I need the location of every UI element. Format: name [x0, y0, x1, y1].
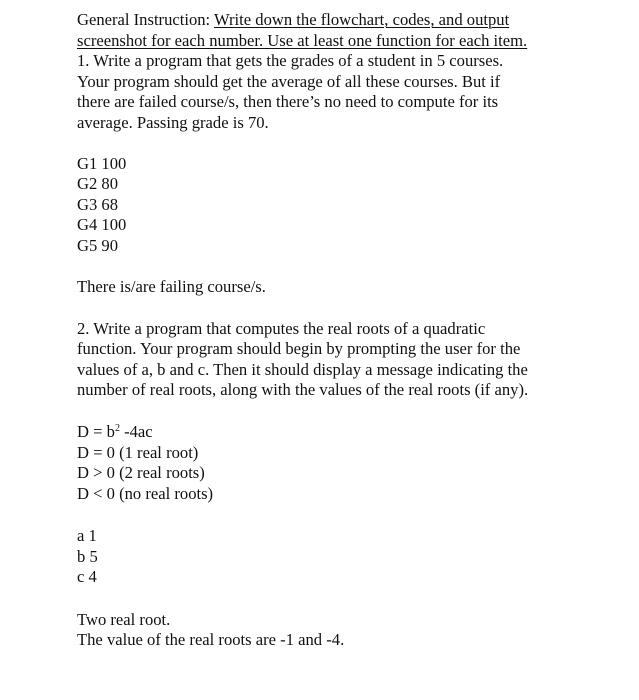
problem-1-line: 1. Write a program that gets the grades of a student in 5 courses.: [77, 51, 504, 70]
problem-1-output: There is/are failing course/s.: [77, 276, 266, 296]
discriminant-block: [77, 422, 597, 504]
problem-1-line: average. Passing grade is 70.: [77, 112, 269, 132]
grade-item: G3 68: [77, 194, 119, 214]
formula-exponent: 2: [114, 423, 120, 434]
output-line: Two real root.: [77, 609, 171, 629]
problem-2-text: [77, 319, 597, 401]
output-line: The value of the real roots are -1 and -4.: [77, 630, 345, 649]
discriminant-case: D = 0 (1 real root): [77, 442, 199, 462]
problem-1-text: [77, 51, 597, 133]
document-body: [77, 10, 597, 651]
problem-1-line: Your program should get the average of all these courses. But if: [77, 71, 501, 91]
formula-lhs: D = b: [77, 422, 115, 441]
problem-2-output: [77, 610, 597, 651]
grade-item: G5 90: [77, 235, 119, 255]
instruction-underlined-1: Write down the flowchart, codes, and output: [214, 10, 510, 29]
coefficient-item: c 4: [77, 567, 97, 586]
problem-2-line: values of a, b and c. Then it should display a message indicating the: [77, 359, 528, 379]
coefficient-item: a 1: [77, 526, 97, 545]
formula-rhs: -4ac: [119, 422, 153, 441]
coefficient-inputs: [77, 526, 597, 588]
problem-2-line: 2. Write a program that computes the real roots of a quadratic: [77, 318, 486, 338]
instruction-line-2: [77, 31, 597, 52]
instruction-line-1: [77, 10, 597, 31]
grade-item: G2 80: [77, 174, 119, 193]
coefficient-item: b 5: [77, 546, 98, 566]
instruction-prefix: General Instruction:: [77, 10, 215, 29]
grade-item: G1 100: [77, 153, 127, 173]
discriminant-formula: [77, 422, 597, 443]
grades-list: [77, 154, 597, 257]
problem-2-line: number of real roots, along with the values of the real roots (if any).: [77, 380, 529, 399]
instruction-underlined-2: screenshot for each number. Use at least one function for each item.: [77, 30, 528, 50]
discriminant-case: D > 0 (2 real roots): [77, 463, 205, 482]
problem-2-line: function. Your program should begin by prompting the user for the: [77, 339, 521, 358]
grade-item: G4 100: [77, 215, 127, 234]
problem-1-line: there are failed course/s, then there’s no need to compute for its: [77, 92, 499, 111]
discriminant-case: D < 0 (no real roots): [77, 483, 214, 503]
